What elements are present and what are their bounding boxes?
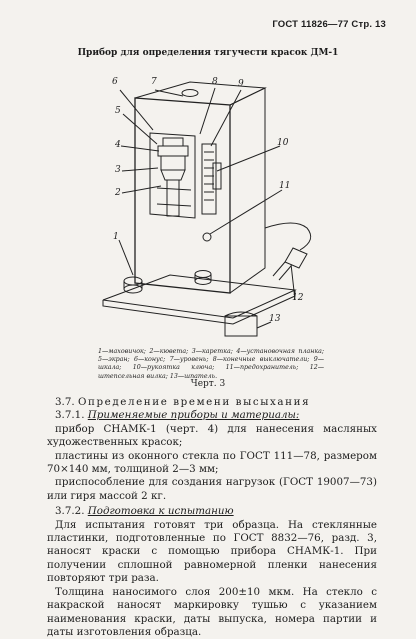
figure-label: Черт. 3 (190, 379, 226, 389)
callout-5: 5 (115, 106, 121, 116)
subsection-3-7-1 (47, 409, 377, 422)
paragraph: пластины из оконного стекла по ГОСТ 111—78, размером 70×140 мм, толщиной 2—3 мм; (47, 449, 377, 476)
subsection-number: 3.7.1. (55, 409, 85, 422)
callout-3: 3 (115, 165, 121, 175)
body-text (47, 396, 377, 639)
device-drawing (95, 68, 335, 368)
callout-8: 8 (212, 77, 218, 87)
callout-1: 1 (113, 232, 119, 242)
figure-caption: 1—маховичок; 2—кювета; 3—каретка; 4—установочная планка; 5—экран; 6—конус; 7—уровень; 8—конечные выключатели; 9—шкала; 10—рукоятка ключа; 11—предохранитель; 12—штепсельная вилка; 13—шпатель. (98, 348, 324, 380)
callout-11: 11 (279, 181, 291, 191)
callout-9: 9 (238, 79, 244, 89)
callout-4: 4 (115, 140, 121, 150)
paragraph: Для испытания готовят три образца. На стеклянные пластинки, подготовленные по ГОСТ 8832—76, разд. 3, наносят краски с помощью прибора СНАМК-1. При получении сплошной равномерной пленки нанесения повторяют три раза. (47, 518, 377, 585)
subsection-title: Применяемые приборы и материалы: (87, 409, 300, 422)
section-number: 3.7. (55, 396, 75, 408)
figure-title: Прибор для определения тягучести красок ДМ-1 (77, 48, 339, 58)
running-header: ГОСТ 11826—77 Стр. 13 (272, 19, 386, 30)
section-heading (47, 396, 377, 409)
paragraph: Толщина наносимого слоя 200±10 мкм. На стекло с накраской наносят маркировку тушью с указанием наименования краски, даты выпуска, номера партии и даты изготовления образца. (47, 585, 377, 638)
callout-2: 2 (115, 188, 121, 198)
callout-7: 7 (151, 77, 157, 87)
section-title: Определение времени высыхания (77, 396, 311, 408)
callout-6: 6 (112, 77, 118, 87)
subsection-title: Подготовка к испытанию (87, 505, 234, 518)
callout-13: 13 (269, 314, 281, 324)
callout-12: 12 (292, 293, 304, 303)
paragraph: приспособление для создания нагрузок (ГОСТ 19007—73) или гиря массой 2 кг. (47, 476, 377, 502)
subsection-number: 3.7.2. (55, 505, 85, 518)
paragraph: прибор СНАМК-1 (черт. 4) для нанесения масляных художественных красок; (47, 422, 377, 449)
callout-10: 10 (277, 138, 289, 148)
device-illustration (95, 68, 335, 368)
subsection-3-7-2 (47, 505, 377, 518)
